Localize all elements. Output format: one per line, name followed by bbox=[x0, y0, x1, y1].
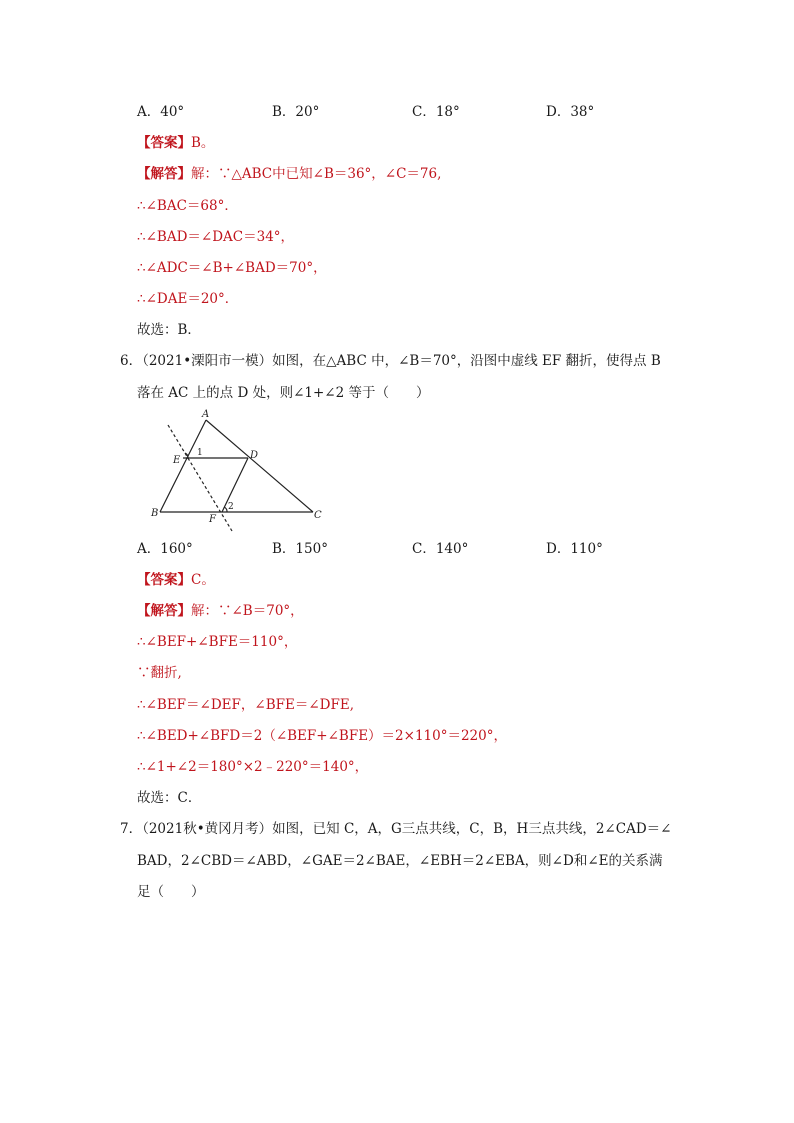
q5-answer bbox=[137, 134, 214, 152]
label-c: C bbox=[314, 510, 322, 521]
label-angle-2: 2 bbox=[228, 502, 234, 512]
q5-option-d: D．38° bbox=[546, 104, 595, 120]
q5-solution-line-2: ∴∠BAC＝68°． bbox=[137, 198, 238, 214]
q6-option-a: A．160° bbox=[137, 541, 193, 557]
q5-solution-line-3: ∴∠BAD＝∠DAC＝34°， bbox=[137, 229, 295, 245]
solution-tag: 【解答】 bbox=[137, 603, 191, 619]
solution-text: 解：∵∠B＝70°， bbox=[191, 603, 304, 619]
angle-2-arc bbox=[224, 507, 227, 512]
q7-stem-line-1: 7．（2021秋•黄冈月考）如图，已知 C，A，G三点共线，C，B，H三点共线，2∠CAD＝∠ bbox=[120, 821, 672, 837]
q6-solution-line-6: ∴∠1+∠2＝180°×2﹣220°＝140°， bbox=[137, 759, 369, 775]
answer-tag: 【答案】 bbox=[137, 135, 191, 151]
label-angle-1: 1 bbox=[197, 448, 203, 458]
q5-option-b: B．20° bbox=[272, 104, 320, 120]
solution-tag: 【解答】 bbox=[137, 166, 191, 182]
q6-stem-line-2: 落在 AC 上的点 D 处，则∠1+∠2 等于（ ） bbox=[137, 385, 430, 401]
q7-stem-line-2: BAD，2∠CBD＝∠ABD，∠GAE＝2∠BAE，∠EBH＝2∠EBA，则∠D和∠E的关系满 bbox=[137, 853, 663, 869]
q5-option-a: A．40° bbox=[137, 104, 185, 120]
answer-value: C。 bbox=[191, 572, 215, 588]
q6-solution-line-5: ∴∠BED+∠BFD＝2（∠BEF+∠BFE）＝2×110°＝220°， bbox=[137, 728, 507, 744]
side-ac bbox=[206, 420, 313, 512]
label-e: E bbox=[173, 455, 181, 466]
q6-solution-line-1 bbox=[137, 602, 304, 620]
segment-df bbox=[222, 458, 248, 512]
q6-solution-line-4: ∴∠BEF＝∠DEF，∠BFE＝∠DFE, bbox=[137, 697, 355, 713]
label-f: F bbox=[209, 514, 216, 525]
q5-solution-line-5: ∴∠DAE＝20°． bbox=[137, 291, 239, 307]
q5-option-c: C．18° bbox=[412, 104, 460, 120]
q5-conclusion: 故选：B． bbox=[137, 322, 201, 338]
q6-option-d: D．110° bbox=[546, 541, 603, 557]
q6-solution-line-3: ∵翻折, bbox=[137, 665, 182, 681]
q6-conclusion: 故选：C． bbox=[137, 790, 202, 806]
label-b: B bbox=[151, 508, 159, 519]
q6-solution-line-2: ∴∠BEF+∠BFE＝110°， bbox=[137, 634, 298, 650]
q6-option-b: B．150° bbox=[272, 541, 328, 557]
q6-stem-line-1: 6．（2021•溧阳市一模）如图，在△ABC 中，∠B＝70°，沿图中虚线 EF 翻折，使得点 B bbox=[120, 353, 661, 369]
label-d: D bbox=[250, 450, 259, 461]
label-a: A bbox=[202, 409, 210, 420]
q5-solution-line-4: ∴∠ADC＝∠B+∠BAD＝70°， bbox=[137, 260, 327, 276]
q6-answer bbox=[137, 571, 215, 589]
q6-triangle-figure bbox=[140, 405, 340, 535]
solution-text: 解：∵△ABC中已知∠B＝36°，∠C＝76, bbox=[191, 166, 442, 182]
side-ab bbox=[160, 420, 206, 512]
q6-option-c: C．140° bbox=[412, 541, 469, 557]
answer-value: B。 bbox=[191, 135, 215, 151]
q5-solution-line-1 bbox=[137, 165, 441, 183]
answer-tag: 【答案】 bbox=[137, 572, 191, 588]
q7-stem-line-3: 足（ ） bbox=[137, 884, 205, 900]
